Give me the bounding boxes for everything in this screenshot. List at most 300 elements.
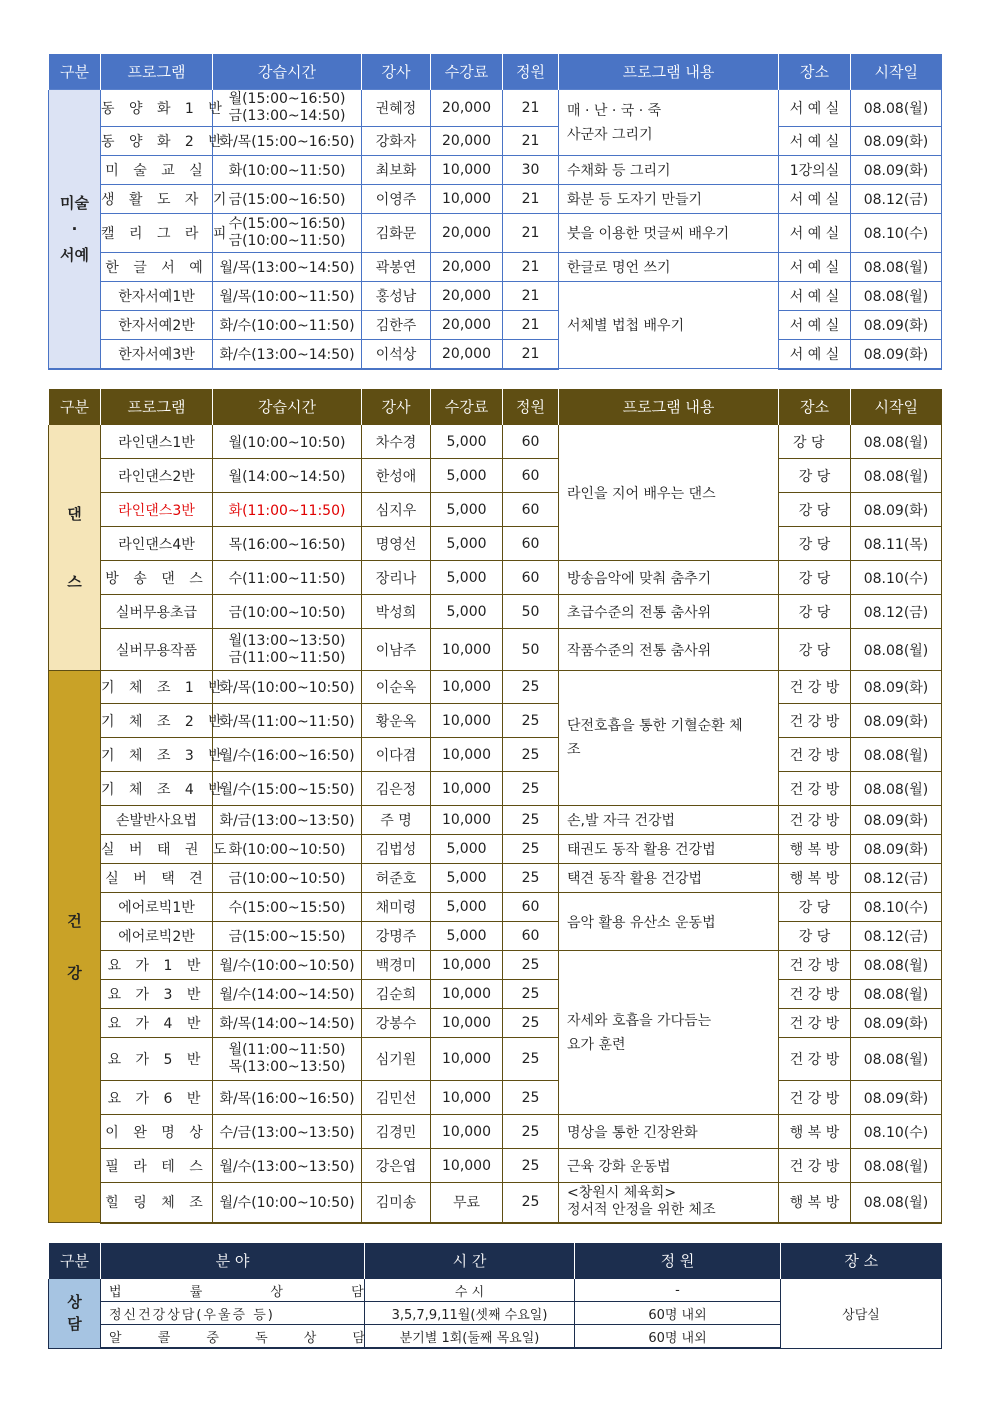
start-date: 08.09(화) xyxy=(851,340,942,369)
header-place: 장 소 xyxy=(781,1243,942,1279)
program-name: 한자서예2반 xyxy=(101,311,213,340)
place: 행 복 방 xyxy=(779,1183,851,1223)
capacity: 50 xyxy=(503,629,559,671)
place: 건 강 방 xyxy=(779,671,851,704)
instructor: 심기원 xyxy=(362,1038,431,1081)
program-name: 라인댄스3반 xyxy=(101,493,213,527)
capacity: 60 xyxy=(503,561,559,595)
program-name: 실 버 택 견 xyxy=(101,864,213,893)
instructor: 홍성남 xyxy=(362,282,431,311)
program-content: 수채화 등 그리기 xyxy=(559,156,779,185)
instructor: 최보화 xyxy=(362,156,431,185)
header-program: 프로그램 xyxy=(101,54,213,90)
place: 행 복 방 xyxy=(779,864,851,893)
start-date: 08.10(수) xyxy=(851,214,942,253)
fee: 20,000 xyxy=(431,214,503,253)
fee: 20,000 xyxy=(431,311,503,340)
program-name: 요 가 5 반 xyxy=(101,1038,213,1081)
table-row xyxy=(49,1183,942,1223)
program-name: 손발반사요법 xyxy=(101,806,213,835)
table-row xyxy=(49,214,942,253)
fee: 5,000 xyxy=(431,595,503,629)
table-row xyxy=(49,629,942,671)
class-time: 화(10:00~11:50) xyxy=(213,156,362,185)
place: 서 예 실 xyxy=(779,127,851,156)
capacity: 25 xyxy=(503,738,559,772)
table-row xyxy=(49,127,942,156)
class-time: 금(10:00~10:50) xyxy=(213,864,362,893)
capacity: 25 xyxy=(503,835,559,864)
category-counseling: 상 담 xyxy=(49,1279,101,1349)
place: 건 강 방 xyxy=(779,980,851,1009)
start-date: 08.09(화) xyxy=(851,1009,942,1038)
program-name: 요 가 3 반 xyxy=(101,980,213,1009)
fee: 20,000 xyxy=(431,282,503,311)
capacity: 21 xyxy=(503,282,559,311)
place: 강 당 xyxy=(779,595,851,629)
counseling-place: 상담실 xyxy=(781,1279,942,1349)
category-art: 미술 · 서예 xyxy=(49,90,101,369)
class-time: 금(10:00~10:50) xyxy=(213,595,362,629)
table-row xyxy=(49,864,942,893)
capacity: 25 xyxy=(503,1183,559,1223)
table-row xyxy=(49,772,942,806)
program-name: 요 가 4 반 xyxy=(101,1009,213,1038)
class-time: 월(11:00~11:50) 목(13:00~13:50) xyxy=(213,1038,362,1081)
start-date: 08.08(월) xyxy=(851,772,942,806)
capacity: 60 xyxy=(503,527,559,561)
program-name: 라인댄스1반 xyxy=(101,425,213,459)
fee: 5,000 xyxy=(431,561,503,595)
instructor: 김한주 xyxy=(362,311,431,340)
table-row xyxy=(49,1081,942,1115)
start-date: 08.09(화) xyxy=(851,1081,942,1115)
instructor: 허준호 xyxy=(362,864,431,893)
fee: 10,000 xyxy=(431,772,503,806)
capacity: 30 xyxy=(503,156,559,185)
capacity: 21 xyxy=(503,253,559,282)
place: 건 강 방 xyxy=(779,806,851,835)
program-content: 한글로 명언 쓰기 xyxy=(559,253,779,282)
program-name: 라인댄스4반 xyxy=(101,527,213,561)
instructor: 이다겸 xyxy=(362,738,431,772)
program-content: 붓을 이용한 멋글씨 배우기 xyxy=(559,214,779,253)
class-time: 화/목(11:00~11:50) xyxy=(213,704,362,738)
start-date: 08.08(월) xyxy=(851,253,942,282)
table-row xyxy=(49,185,942,214)
fee: 10,000 xyxy=(431,671,503,704)
program-content: <창원시 체육회> 정서적 안정을 위한 체조 xyxy=(559,1183,779,1223)
capacity: 21 xyxy=(503,340,559,369)
fee: 5,000 xyxy=(431,527,503,561)
class-time: 화/목(10:00~10:50) xyxy=(213,671,362,704)
class-time: 월/목(10:00~11:50) xyxy=(213,282,362,311)
instructor: 심지우 xyxy=(362,493,431,527)
place: 건 강 방 xyxy=(779,704,851,738)
place: 서 예 실 xyxy=(779,185,851,214)
table-row xyxy=(49,340,942,369)
capacity: 25 xyxy=(503,772,559,806)
class-time: 화/목(14:00~14:50) xyxy=(213,1009,362,1038)
start-date: 08.10(수) xyxy=(851,893,942,922)
program-name: 기 체 조 1 반 xyxy=(101,671,213,704)
place: 서 예 실 xyxy=(779,214,851,253)
header-instructor: 강사 xyxy=(362,54,431,90)
start-date: 08.09(화) xyxy=(851,311,942,340)
start-date: 08.12(금) xyxy=(851,864,942,893)
program-name: 방 송 댄 스 xyxy=(101,561,213,595)
table-row xyxy=(49,561,942,595)
table-row xyxy=(49,459,942,493)
fee: 10,000 xyxy=(431,629,503,671)
program-content: 서체별 법첩 배우기 xyxy=(559,282,779,369)
program-name: 생 활 도 자 기 xyxy=(101,185,213,214)
dance-health-table xyxy=(48,389,942,1224)
start-date: 08.12(금) xyxy=(851,922,942,951)
place: 건 강 방 xyxy=(779,1081,851,1115)
program-content: 화분 등 도자기 만들기 xyxy=(559,185,779,214)
place: 강 당 xyxy=(779,527,851,561)
header-capacity: 정 원 xyxy=(575,1243,781,1279)
program-name: 에어로빅1반 xyxy=(101,893,213,922)
fee: 10,000 xyxy=(431,1038,503,1081)
header-capacity: 정원 xyxy=(503,389,559,425)
start-date: 08.09(화) xyxy=(851,127,942,156)
capacity: 60 xyxy=(503,493,559,527)
class-time: 화(10:00~10:50) xyxy=(213,835,362,864)
header-field: 분 야 xyxy=(101,1243,365,1279)
table-row xyxy=(49,1009,942,1038)
program-name: 실 버 태 권 도 xyxy=(101,835,213,864)
header-program: 프로그램 xyxy=(101,389,213,425)
instructor: 백경미 xyxy=(362,951,431,980)
instructor: 권혜정 xyxy=(362,90,431,127)
header-row xyxy=(49,54,942,90)
capacity: 25 xyxy=(503,806,559,835)
instructor: 강봉수 xyxy=(362,1009,431,1038)
class-time: 목(16:00~16:50) xyxy=(213,527,362,561)
capacity: 60 xyxy=(503,922,559,951)
counseling-field: 정신건강상담(우울증 등) xyxy=(101,1302,365,1325)
fee: 5,000 xyxy=(431,425,503,459)
place: 강 당 xyxy=(779,629,851,671)
header-content: 프로그램 내용 xyxy=(559,54,779,90)
program-content: 단전호흡을 통한 기혈순환 체 조 xyxy=(559,671,779,806)
class-time: 화(11:00~11:50) xyxy=(213,493,362,527)
fee: 10,000 xyxy=(431,980,503,1009)
counseling-time: 3,5,7,9,11월(셋째 수요일) xyxy=(365,1302,575,1325)
capacity: 25 xyxy=(503,864,559,893)
fee: 10,000 xyxy=(431,738,503,772)
program-content: 택견 동작 활용 건강법 xyxy=(559,864,779,893)
capacity: 25 xyxy=(503,980,559,1009)
capacity: 21 xyxy=(503,311,559,340)
table-row xyxy=(49,1038,942,1081)
place: 건 강 방 xyxy=(779,1149,851,1183)
class-time: 월(14:00~14:50) xyxy=(213,459,362,493)
class-time: 월/수(10:00~10:50) xyxy=(213,1183,362,1223)
program-content: 손,발 자극 건강법 xyxy=(559,806,779,835)
instructor: 명영선 xyxy=(362,527,431,561)
start-date: 08.09(화) xyxy=(851,493,942,527)
table-row xyxy=(49,253,942,282)
table-row xyxy=(49,1149,942,1183)
table-row xyxy=(49,980,942,1009)
instructor: 강화자 xyxy=(362,127,431,156)
class-time: 월/수(14:00~14:50) xyxy=(213,980,362,1009)
instructor: 강명주 xyxy=(362,922,431,951)
place: 서 예 실 xyxy=(779,253,851,282)
table-row xyxy=(49,493,942,527)
place: 서 예 실 xyxy=(779,90,851,127)
instructor: 김순희 xyxy=(362,980,431,1009)
program-content: 명상을 통한 긴장완화 xyxy=(559,1115,779,1149)
art-calligraphy-table xyxy=(48,54,942,370)
place: 건 강 방 xyxy=(779,738,851,772)
program-name: 힐 링 체 조 xyxy=(101,1183,213,1223)
start-date: 08.08(월) xyxy=(851,1149,942,1183)
fee: 5,000 xyxy=(431,864,503,893)
instructor: 이영주 xyxy=(362,185,431,214)
table-row xyxy=(49,738,942,772)
table-row xyxy=(49,595,942,629)
start-date: 08.09(화) xyxy=(851,156,942,185)
header-category: 구분 xyxy=(49,1243,101,1279)
header-start: 시작일 xyxy=(851,389,942,425)
program-name: 기 체 조 2 반 xyxy=(101,704,213,738)
class-time: 월(15:00~16:50) 금(13:00~14:50) xyxy=(213,90,362,127)
capacity: 60 xyxy=(503,459,559,493)
counseling-capacity: 60명 내외 xyxy=(575,1302,781,1325)
header-time: 시 간 xyxy=(365,1243,575,1279)
place: 행 복 방 xyxy=(779,835,851,864)
program-content: 방송음악에 맞춰 춤추기 xyxy=(559,561,779,595)
program-name: 에어로빅2반 xyxy=(101,922,213,951)
fee: 5,000 xyxy=(431,835,503,864)
fee: 20,000 xyxy=(431,253,503,282)
capacity: 25 xyxy=(503,951,559,980)
fee: 10,000 xyxy=(431,704,503,738)
class-time: 화/목(16:00~16:50) xyxy=(213,1081,362,1115)
header-place: 장소 xyxy=(779,54,851,90)
counseling-time: 수 시 xyxy=(365,1279,575,1302)
place: 강 당 xyxy=(779,425,851,459)
program-name: 이 완 명 상 xyxy=(101,1115,213,1149)
instructor: 황운옥 xyxy=(362,704,431,738)
program-content: 라인을 지어 배우는 댄스 xyxy=(559,425,779,561)
fee: 10,000 xyxy=(431,1115,503,1149)
table-row xyxy=(49,835,942,864)
place: 건 강 방 xyxy=(779,1038,851,1081)
capacity: 25 xyxy=(503,1038,559,1081)
instructor: 김화문 xyxy=(362,214,431,253)
table-row xyxy=(49,1279,942,1302)
class-time: 월/수(15:00~15:50) xyxy=(213,772,362,806)
header-place: 장소 xyxy=(779,389,851,425)
place: 건 강 방 xyxy=(779,772,851,806)
start-date: 08.08(월) xyxy=(851,1183,942,1223)
capacity: 21 xyxy=(503,127,559,156)
start-date: 08.09(화) xyxy=(851,704,942,738)
instructor: 박성희 xyxy=(362,595,431,629)
table-row xyxy=(49,671,942,704)
program-name: 한자서예1반 xyxy=(101,282,213,311)
header-capacity: 정원 xyxy=(503,54,559,90)
capacity: 50 xyxy=(503,595,559,629)
program-name: 캘 리 그 라 피 xyxy=(101,214,213,253)
category-health: 건 강 xyxy=(49,671,101,1223)
class-time: 화/금(13:00~13:50) xyxy=(213,806,362,835)
class-time: 수(15:00~16:50) 금(10:00~11:50) xyxy=(213,214,362,253)
start-date: 08.08(월) xyxy=(851,282,942,311)
start-date: 08.11(목) xyxy=(851,527,942,561)
program-name: 필 라 테 스 xyxy=(101,1149,213,1183)
program-name: 라인댄스2반 xyxy=(101,459,213,493)
fee: 20,000 xyxy=(431,90,503,127)
instructor: 차수경 xyxy=(362,425,431,459)
start-date: 08.08(월) xyxy=(851,90,942,127)
capacity: 25 xyxy=(503,671,559,704)
capacity: 21 xyxy=(503,185,559,214)
place: 서 예 실 xyxy=(779,282,851,311)
instructor: 이남주 xyxy=(362,629,431,671)
place: 1강의실 xyxy=(779,156,851,185)
class-time: 월/수(16:00~16:50) xyxy=(213,738,362,772)
start-date: 08.08(월) xyxy=(851,951,942,980)
program-content: 근육 강화 운동법 xyxy=(559,1149,779,1183)
program-content: 태권도 동작 활용 건강법 xyxy=(559,835,779,864)
place: 강 당 xyxy=(779,459,851,493)
class-time: 화/목(15:00~16:50) xyxy=(213,127,362,156)
place: 강 당 xyxy=(779,922,851,951)
counseling-capacity: - xyxy=(575,1279,781,1302)
program-name: 요 가 1 반 xyxy=(101,951,213,980)
start-date: 08.09(화) xyxy=(851,671,942,704)
header-category: 구분 xyxy=(49,389,101,425)
fee: 10,000 xyxy=(431,1081,503,1115)
start-date: 08.09(화) xyxy=(851,835,942,864)
fee: 10,000 xyxy=(431,951,503,980)
class-time: 화/수(10:00~11:50) xyxy=(213,311,362,340)
header-start: 시작일 xyxy=(851,54,942,90)
capacity: 60 xyxy=(503,425,559,459)
place: 서 예 실 xyxy=(779,340,851,369)
program-content: 초급수준의 전통 춤사위 xyxy=(559,595,779,629)
program-name: 기 체 조 3 반 xyxy=(101,738,213,772)
capacity: 25 xyxy=(503,1081,559,1115)
capacity: 60 xyxy=(503,893,559,922)
table-row xyxy=(49,922,942,951)
start-date: 08.10(수) xyxy=(851,1115,942,1149)
header-row xyxy=(49,1243,942,1279)
instructor: 김민선 xyxy=(362,1081,431,1115)
table-row xyxy=(49,90,942,127)
category-dance: 댄 스 xyxy=(49,425,101,671)
table-row xyxy=(49,311,942,340)
instructor: 장리나 xyxy=(362,561,431,595)
instructor: 김경민 xyxy=(362,1115,431,1149)
start-date: 08.09(화) xyxy=(851,806,942,835)
program-name: 한자서예3반 xyxy=(101,340,213,369)
program-name: 한 글 서 예 xyxy=(101,253,213,282)
instructor: 주 명 xyxy=(362,806,431,835)
place: 건 강 방 xyxy=(779,1009,851,1038)
program-name: 동 양 화 1 반 xyxy=(101,90,213,127)
capacity: 21 xyxy=(503,90,559,127)
fee: 10,000 xyxy=(431,185,503,214)
class-time: 수(15:00~15:50) xyxy=(213,893,362,922)
program-name: 실버무용초급 xyxy=(101,595,213,629)
table-row xyxy=(49,1115,942,1149)
counseling-time: 분기별 1회(둘째 목요일) xyxy=(365,1325,575,1349)
instructor: 이석상 xyxy=(362,340,431,369)
program-name: 미 술 교 실 xyxy=(101,156,213,185)
class-time: 수/금(13:00~13:50) xyxy=(213,1115,362,1149)
fee: 10,000 xyxy=(431,156,503,185)
instructor: 강은엽 xyxy=(362,1149,431,1183)
start-date: 08.12(금) xyxy=(851,595,942,629)
counseling-field: 알 콜 중 독 상 담 xyxy=(101,1325,365,1349)
table-row xyxy=(49,156,942,185)
place: 강 당 xyxy=(779,893,851,922)
class-time: 월(13:00~13:50) 금(11:00~11:50) xyxy=(213,629,362,671)
table-row xyxy=(49,282,942,311)
fee: 10,000 xyxy=(431,1009,503,1038)
program-name: 기 체 조 4 반 xyxy=(101,772,213,806)
place: 강 당 xyxy=(779,561,851,595)
fee: 무료 xyxy=(431,1183,503,1223)
header-content: 프로그램 내용 xyxy=(559,389,779,425)
capacity: 25 xyxy=(503,1149,559,1183)
class-time: 금(15:00~16:50) xyxy=(213,185,362,214)
header-instructor: 강사 xyxy=(362,389,431,425)
header-category: 구분 xyxy=(49,54,101,90)
program-content: 작품수준의 전통 춤사위 xyxy=(559,629,779,671)
table-row xyxy=(49,425,942,459)
instructor: 김미송 xyxy=(362,1183,431,1223)
fee: 20,000 xyxy=(431,127,503,156)
table-row xyxy=(49,893,942,922)
program-name: 요 가 6 반 xyxy=(101,1081,213,1115)
counseling-field: 법 률 상 담 xyxy=(101,1279,365,1302)
program-content: 자세와 호흡을 가다듬는 요가 훈련 xyxy=(559,951,779,1115)
program-name: 실버무용작품 xyxy=(101,629,213,671)
start-date: 08.08(월) xyxy=(851,425,942,459)
class-time: 월/목(13:00~14:50) xyxy=(213,253,362,282)
start-date: 08.08(월) xyxy=(851,459,942,493)
fee: 10,000 xyxy=(431,806,503,835)
fee: 20,000 xyxy=(431,340,503,369)
counseling-capacity: 60명 내외 xyxy=(575,1325,781,1349)
fee: 10,000 xyxy=(431,1149,503,1183)
capacity: 21 xyxy=(503,214,559,253)
start-date: 08.08(월) xyxy=(851,629,942,671)
program-content: 매 · 난 · 국 · 죽 사군자 그리기 xyxy=(559,90,779,156)
start-date: 08.08(월) xyxy=(851,738,942,772)
capacity: 25 xyxy=(503,1115,559,1149)
capacity: 25 xyxy=(503,704,559,738)
instructor: 곽봉연 xyxy=(362,253,431,282)
place: 강 당 xyxy=(779,493,851,527)
instructor: 김법성 xyxy=(362,835,431,864)
table-row xyxy=(49,704,942,738)
start-date: 08.08(월) xyxy=(851,1038,942,1081)
start-date: 08.12(금) xyxy=(851,185,942,214)
fee: 5,000 xyxy=(431,459,503,493)
class-time: 금(15:00~15:50) xyxy=(213,922,362,951)
instructor: 김은정 xyxy=(362,772,431,806)
instructor: 한성애 xyxy=(362,459,431,493)
